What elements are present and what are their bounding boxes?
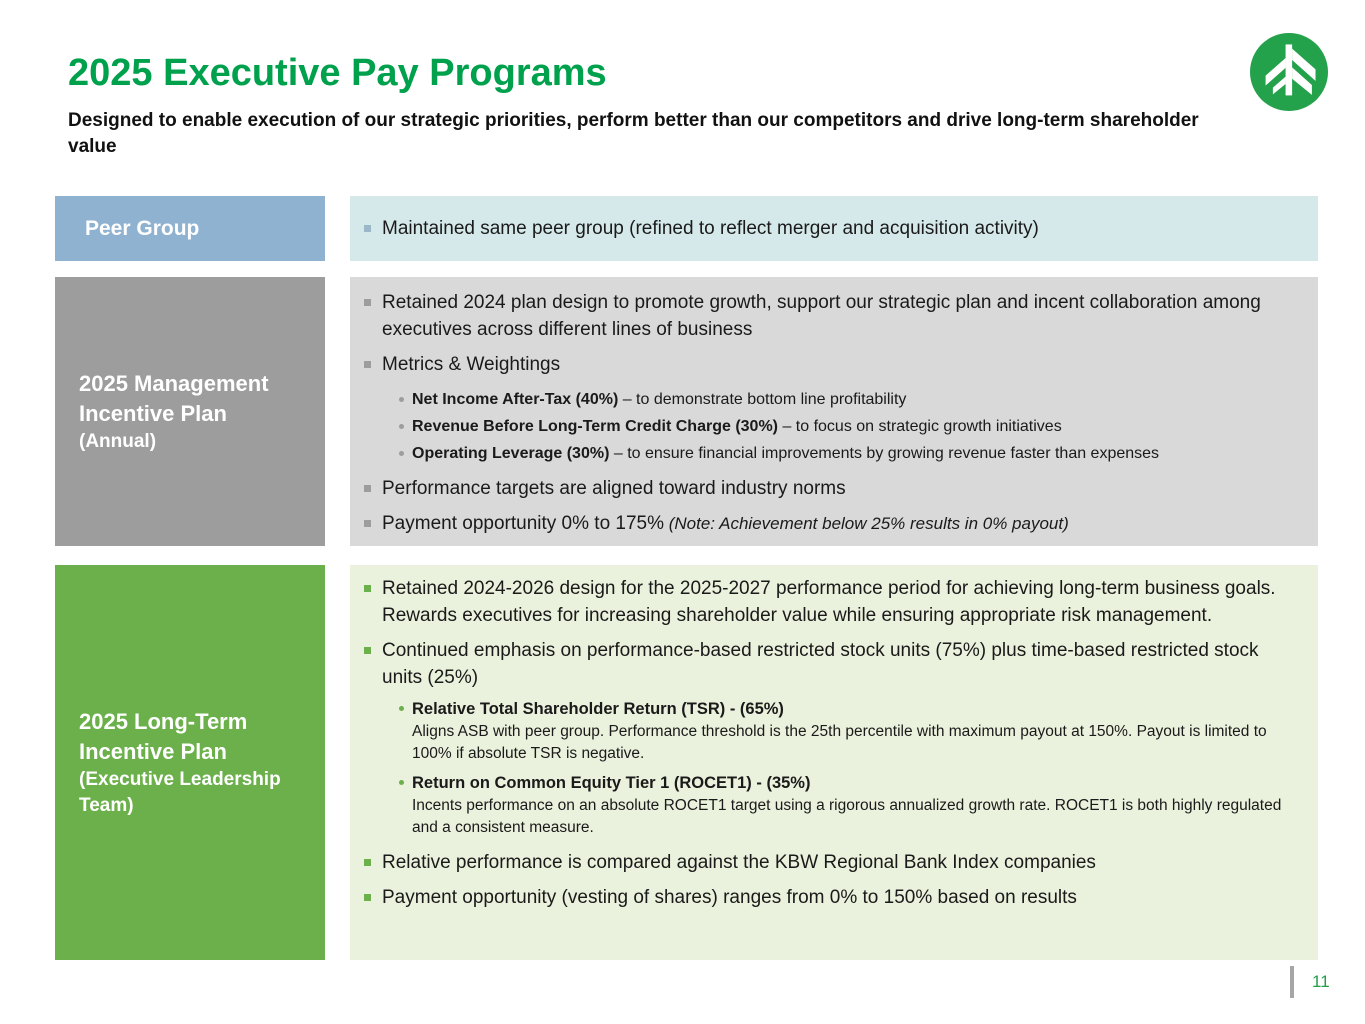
- list-item: [364, 849, 1302, 876]
- metric-name: Net Income After-Tax (40%): [412, 391, 619, 408]
- metric-name: Return on Common Equity Tier 1 (ROCET1) - (35%): [412, 774, 811, 792]
- list-item: [364, 510, 1302, 537]
- list-item: [364, 637, 1302, 691]
- dot-bullet-icon: [399, 397, 404, 402]
- page-number: 11: [1312, 972, 1330, 991]
- square-bullet-icon: [364, 585, 371, 592]
- page-title: 2025 Executive Pay Programs: [68, 52, 607, 94]
- row-long-term-incentive-plan: [55, 565, 1318, 960]
- list-item: [364, 475, 1302, 502]
- metric-name: Revenue Before Long-Term Credit Charge (30%): [412, 418, 778, 435]
- bullet-text: Retained 2024-2026 design for the 2025-2027 performance period for achieving long-term business goals. Rewards executives for increasing shareholder value while ensuring appropriate risk management.: [382, 578, 1276, 626]
- list-item: [364, 289, 1302, 343]
- sub-list-item: [399, 697, 1302, 765]
- square-bullet-icon: [364, 894, 371, 901]
- metric-name: Operating Leverage (30%): [412, 445, 610, 462]
- square-bullet-icon: [364, 299, 371, 306]
- mip-label-box: [55, 277, 325, 546]
- metric-description: Incents performance on an absolute ROCET1 target using a rigorous annualized growth rate. ROCET1 is both highly regulated and a consistent measure.: [412, 797, 1282, 836]
- payout-note: (Note: Achievement below 25% results in 0% payout): [664, 514, 1069, 533]
- list-item: [364, 575, 1302, 629]
- sub-list-item: [399, 771, 1302, 839]
- list-item: [364, 351, 1302, 378]
- square-bullet-icon: [364, 361, 371, 368]
- ltip-content: [350, 565, 1318, 960]
- square-bullet-icon: [364, 647, 371, 654]
- metric-description: Aligns ASB with peer group. Performance threshold is the 25th percentile with maximum payout at 150%. Payout is limited to 100% if absolute TSR is negative.: [412, 723, 1267, 762]
- mip-label-title: 2025 Management Incentive Plan: [79, 370, 269, 426]
- tree-logo-icon: [1250, 33, 1328, 111]
- ltip-label-subtitle: (Executive Leadership Team): [79, 768, 281, 816]
- footer-divider: [1290, 966, 1294, 998]
- bullet-text: [382, 510, 1069, 537]
- bullet-text: Maintained same peer group (refined to reflect merger and acquisition activity): [382, 218, 1039, 239]
- subtitle: Designed to enable execution of our strategic priorities, perform better than our competitors and drive long-term shareholder value: [68, 110, 1199, 157]
- metric-text: [412, 440, 1159, 467]
- ltip-label-title: 2025 Long-Term Incentive Plan: [79, 708, 248, 764]
- ltip-label-box: [55, 565, 325, 960]
- metric-text: [412, 413, 1062, 440]
- bullet-text: Relative performance is compared against the KBW Regional Bank Index companies: [382, 852, 1096, 873]
- bullet-text: Retained 2024 plan design to promote growth, support our strategic plan and incent collaboration among executives across different lines of business: [382, 292, 1261, 340]
- mip-content: [350, 277, 1318, 546]
- metric-block: [412, 697, 1302, 765]
- metric-text: [412, 386, 906, 413]
- list-item: [364, 884, 1302, 911]
- dot-bullet-icon: [399, 780, 404, 785]
- company-logo: [1250, 33, 1328, 111]
- row-peer-group: [55, 196, 1318, 261]
- peer-group-label-box: [55, 196, 325, 261]
- list-item: [364, 215, 1039, 242]
- sub-list-item: [399, 440, 1302, 467]
- mip-label-subtitle: (Annual): [79, 430, 157, 452]
- metric-name: Relative Total Shareholder Return (TSR) - (65%): [412, 700, 784, 718]
- metric-description: – to demonstrate bottom line profitability: [618, 391, 907, 408]
- metric-description: – to focus on strategic growth initiatives: [778, 418, 1062, 435]
- footer: [1290, 966, 1330, 998]
- bullet-text: Performance targets are aligned toward industry norms: [382, 478, 846, 499]
- peer-group-content: [350, 196, 1318, 261]
- square-bullet-icon: [364, 859, 371, 866]
- metrics-sublist: [399, 386, 1302, 467]
- dot-bullet-icon: [399, 706, 404, 711]
- bullet-text: Continued emphasis on performance-based restricted stock units (75%) plus time-based restricted stock units (25%): [382, 640, 1259, 688]
- sub-list-item: [399, 413, 1302, 440]
- bullet-text: Metrics & Weightings: [382, 354, 561, 375]
- row-management-incentive-plan: [55, 277, 1318, 546]
- bullet-text: Payment opportunity (vesting of shares) ranges from 0% to 150% based on results: [382, 887, 1077, 908]
- square-bullet-icon: [364, 485, 371, 492]
- peer-group-label: Peer Group: [85, 216, 200, 240]
- metric-description: – to ensure financial improvements by growing revenue faster than expenses: [609, 445, 1160, 462]
- metric-block: [412, 771, 1302, 839]
- dot-bullet-icon: [399, 424, 404, 429]
- program-rows: [55, 196, 1318, 960]
- dot-bullet-icon: [399, 451, 404, 456]
- sub-list-item: [399, 386, 1302, 413]
- payment-opportunity-text: Payment opportunity 0% to 175%: [382, 513, 665, 534]
- square-bullet-icon: [364, 225, 371, 232]
- square-bullet-icon: [364, 520, 371, 527]
